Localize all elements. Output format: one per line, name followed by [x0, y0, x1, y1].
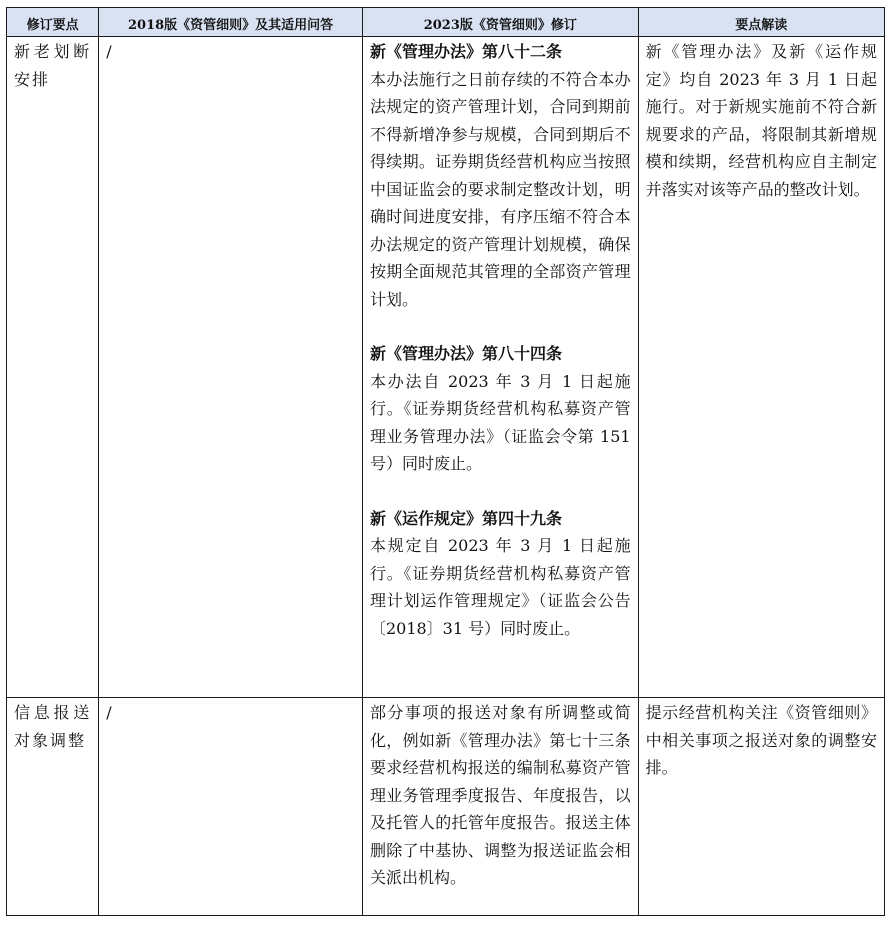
row1-article3-body: 本规定自 2023 年 3 月 1 日起施行。《证券期货经营机构私募资产管理计划运作管理规定》（证监会公告〔2018〕31 号）同时废止。 — [369, 536, 631, 638]
row1-article3-title: 新《运作规定》第四十九条 — [369, 508, 562, 528]
table-header-row — [7, 8, 885, 37]
row1-article1-body: 本办法施行之日前存续的不符合本办法规定的资产管理计划，合同到期前不得新增净参与规模，合同到期后不得续期。证券期货经营机构应当按照中国证监会的要求制定整改计划，明确时间进度安排，有序压缩不符合本办法规定的资产管理计划规模，确保按期全面规范其管理的全部资产管理计划。 — [369, 69, 631, 309]
row1-interpretation: 新《管理办法》及新《运作规定》均自 2023 年 3 月 1 日起施行。对于新规实施前不符合新规要求的产品，将限制其新增规模和续期，经营机构应自主制定并落实对该等产品的整改计划。 — [638, 37, 884, 698]
row1-old-rule: / — [99, 37, 363, 698]
row1-article2-body: 本办法自 2023 年 3 月 1 日起施行。《证券期货经营机构私募资产管理业务管理办法》（证监会令第 151 号）同时废止。 — [369, 371, 631, 473]
row2-interpretation: 提示经营机构关注《资管细则》中相关事项之报送对象的调整安排。 — [638, 698, 884, 916]
row2-old-rule: / — [99, 698, 363, 916]
header-2018-rules: 2018版《资管细则》及其适用问答 — [99, 8, 363, 37]
table-row — [7, 37, 885, 698]
header-interpretation: 要点解读 — [638, 8, 884, 37]
header-2023-revision: 2023版《资管细则》修订 — [362, 8, 638, 37]
revision-table — [6, 7, 885, 916]
table-row — [7, 698, 885, 916]
row2-new-text: 部分事项的报送对象有所调整或简化，例如新《管理办法》第七十三条要求经营机构报送的编制私募资产管理业务管理季度报告、年度报告，以及托管人的托管年度报告。报送主体删除了中基协、调整为报送证监会相关派出机构。 — [362, 698, 638, 916]
paragraph-gap — [370, 313, 631, 340]
row1-new-articles — [362, 37, 638, 698]
row1-article2-title: 新《管理办法》第八十四条 — [369, 344, 562, 363]
header-revision-point: 修订要点 — [7, 8, 99, 37]
row2-topic: 信息报送对象调整 — [7, 698, 99, 916]
row1-topic: 新老划断安排 — [7, 37, 99, 698]
row1-article1-title: 新《管理办法》第八十二条 — [369, 42, 562, 61]
paragraph-gap — [370, 478, 631, 505]
